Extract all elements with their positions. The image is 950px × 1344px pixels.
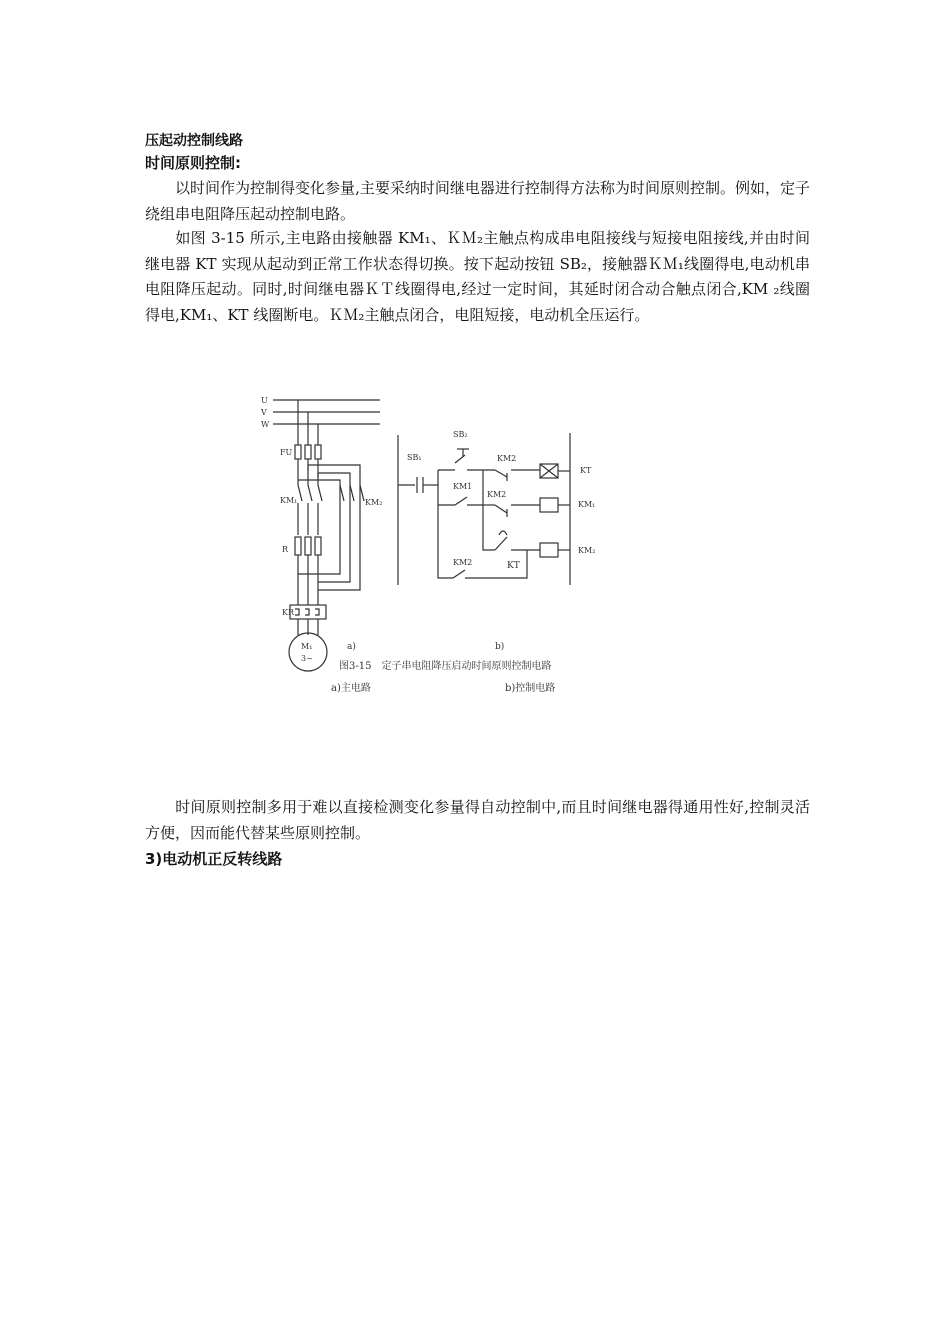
label-u: U [261,396,268,405]
label-km2-coil: KM₂ [578,546,596,555]
label-km1-coil: KM₁ [578,500,596,509]
paragraph-1-text: 以时间作为控制得变化参量,主要采纳时间继电器进行控制得方法称为时间原则控制。例如，定子绕组串电阻降压起动控制电路。 [145,179,810,223]
section-heading: 时间原则控制: [145,154,241,172]
paragraph-2-text: 如图 3-15 所示,主电路由接触器 KM₁、ＫＭ₂主触点构成串电阻接线与短接电阻接线,并由时间继电器 KT 实现从起动到正常工作状态得切换。按下起动按钮 SB₂，接触器ＫＭ₁线圈得电,电动机串电阻降压起动。同时,时间继电器ＫＴ线圈得电,经过一定时间，其延时闭合动合触点闭合,KM ₂线圈得电,KM₁、KT 线圈断电。ＫＭ₂主触点闭合，电阻短接，电动机全压运行。 [145,229,810,324]
label-r: R [282,545,289,554]
label-km2-mid: KM2 [487,490,507,499]
label-a: a) [347,642,356,652]
paragraph-2 [145,226,810,328]
paragraph-1 [145,176,810,227]
label-w: W [261,420,270,429]
label-km1-contact: KM1 [453,482,473,491]
label-sb1: SB₁ [407,453,422,462]
label-km2-bottom: KM2 [453,558,473,567]
paragraph-3 [145,795,810,846]
paragraph-3-text: 时间原则控制多用于难以直接检测变化参量得自动控制中,而且时间继电器得通用性好,控制灵活方便，因而能代替某些原则控制。 [145,798,810,842]
label-fu: FU [280,448,293,457]
label-motor-2: 3~ [301,654,313,663]
label-sb2: SB₂ [453,430,468,439]
label-kt-coil: KT [580,466,592,475]
label-km2-main: KM₂ [365,498,383,507]
figure-caption: 图3-15 定子串电阻降压启动时间原则控制电路 [339,661,552,672]
label-kr: KR [282,608,294,617]
figure-sub-b: b)控制电路 [505,683,556,694]
circuit-diagram-figure [255,385,615,700]
circuit-diagram [255,385,615,700]
label-km1-main: KM₁ [280,496,298,505]
label-b: b) [495,642,505,652]
label-motor-1: M₁ [301,642,313,651]
figure-sub-a: a)主电路 [331,683,371,694]
label-km2-top: KM2 [497,454,517,463]
section-subtitle: 压起动控制线路 [145,133,243,149]
label-v: V [261,408,267,417]
label-kt-contact: KT [507,561,520,571]
section-3-title: 3)电动机正反转线路 [145,850,283,868]
